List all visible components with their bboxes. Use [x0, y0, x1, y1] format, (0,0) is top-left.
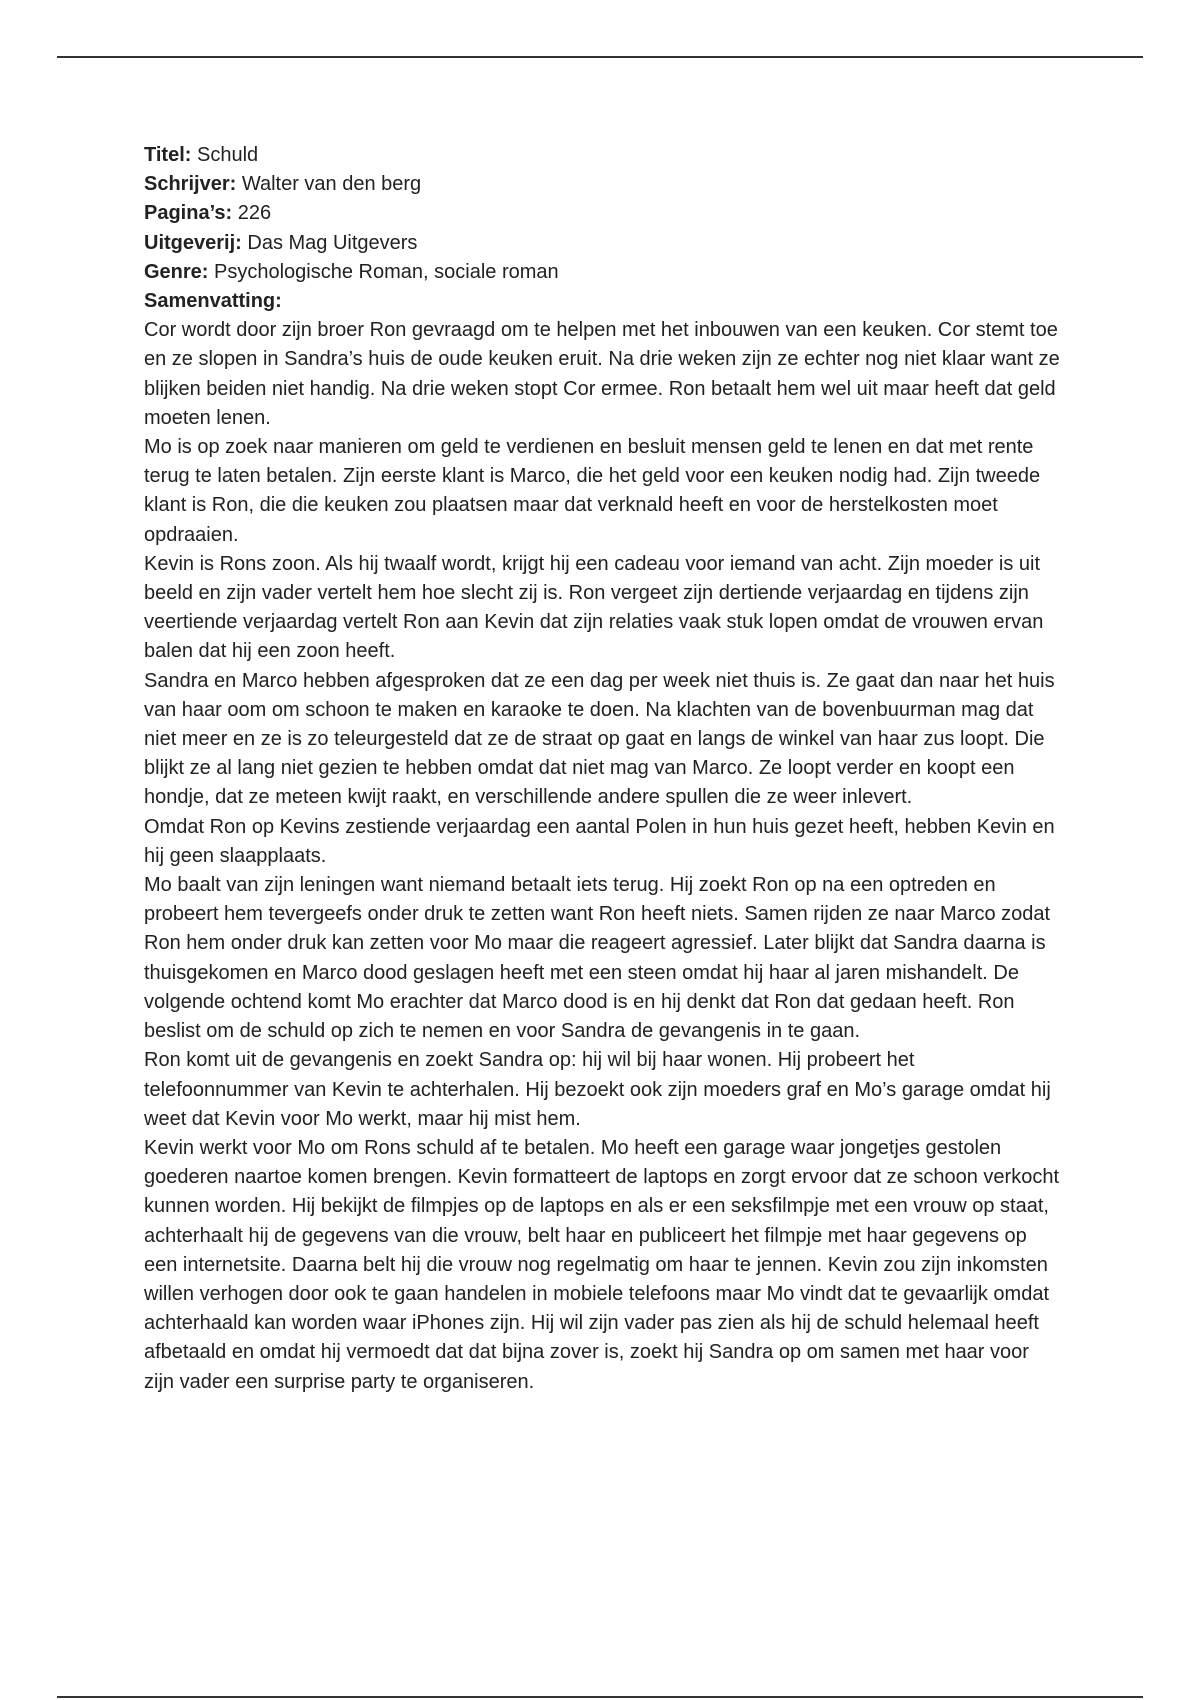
- summary-paragraph: Cor wordt door zijn broer Ron gevraagd om te helpen met het inbouwen van een keuken. Cor stemt toe en ze slopen in Sandra’s huis de oude keuken eruit. Na drie weken zijn ze echter nog niet klaar want ze blijken beiden niet handig. Na drie weken stopt Cor ermee. Ron betaalt hem wel uit maar heeft dat geld moeten lenen.: [144, 319, 1060, 429]
- meta-label: Schrijver:: [144, 173, 237, 196]
- meta-value: 226: [237, 202, 272, 225]
- summary-paragraph: Mo baalt van zijn leningen want niemand betaalt iets terug. Hij zoekt Ron op na een optreden en probeert hem tevergeefs onder druk te zetten want Ron heeft niets. Samen rijden ze naar Marco zodat Ron hem onder druk kan zetten voor Mo maar die reageert agressief. Later blijkt dat Sandra daarna is thuisgekomen en Marco dood geslagen heeft met een steen omdat hij haar al jaren mishandelt. De volgende ochtend komt Mo erachter dat Marco dood is en hij denkt dat Ron dat gedaan heeft. Ron beslist om de schuld op zich te nemen en voor Sandra de gevangenis in te gaan.: [144, 874, 1051, 1043]
- summary-text: [144, 316, 1064, 1397]
- meta-author: [144, 170, 1064, 199]
- summary-heading: Samenvatting:: [144, 290, 282, 313]
- meta-label: Genre:: [144, 260, 209, 283]
- meta-label: Titel:: [144, 144, 192, 166]
- meta-pages: [144, 199, 1064, 228]
- bottom-rule: [57, 1696, 1143, 1698]
- summary-paragraph: Kevin is Rons zoon. Als hij twaalf wordt, krijgt hij een cadeau voor iemand van acht. Zijn moeder is uit beeld en zijn vader vertelt hem hoe slecht zij is. Ron vergeet zijn dertiende verjaardag en tijdens zijn veertiende verjaardag vertelt Ron aan Kevin dat zijn relaties vaak stuk lopen omdat de vrouwen ervan balen dat hij een zoon heeft.: [144, 552, 1044, 663]
- summary-heading-row: [144, 287, 1064, 316]
- meta-publisher: [144, 229, 1064, 258]
- meta-label: Uitgeverij:: [144, 231, 242, 254]
- summary-paragraph: Sandra en Marco hebben afgesproken dat ze een dag per week niet thuis is. Ze gaat dan naar het huis van haar oom om schoon te maken en karaoke te doen. Na klachten van de bovenbuurman mag dat niet meer en ze is zo teleurgesteld dat ze de straat op gaat en langs de winkel van haar zus loopt. Die blijkt ze al lang niet gezien te hebben omdat dat niet mag van Marco. Ze loopt verder en koopt een hondje, dat ze meteen kwijt raakt, en verschillende andere spullen die ze weer inlevert.: [144, 669, 1055, 809]
- summary-paragraph: Omdat Ron op Kevins zestiende verjaardag een aantal Polen in hun huis gezet heeft, hebben Kevin en hij geen slaapplaats.: [144, 815, 1055, 867]
- top-rule: [57, 56, 1143, 58]
- meta-genre: [144, 258, 1064, 287]
- document-body: [144, 141, 1064, 1397]
- meta-value: Psychologische Roman, sociale roman: [214, 260, 559, 283]
- summary-paragraph: Kevin werkt voor Mo om Rons schuld af te betalen. Mo heeft een garage waar jongetjes gestolen goederen naartoe komen brengen. Kevin formatteert de laptops en zorgt ervoor dat ze schoon verkocht kunnen worden. Hij bekijkt de filmpjes op de laptops en als er een seksfilmpje met een vrouw op staat, achterhaalt hij de gegevens van die vrouw, belt haar en publiceert het filmpje met haar gegevens op een internetsite. Daarna belt hij die vrouw nog regelmatig om haar te jennen. Kevin zou zijn inkomsten willen verhogen door ook te gaan handelen in mobiele telefoons maar Mo vindt dat te gevaarlijk omdat achterhaald kan worden waar iPhones zijn. Hij wil zijn vader pas zien als hij de schuld helemaal heeft afbetaald en omdat hij vermoedt dat dat bijna zover is, zoekt hij Sandra op om samen met haar voor zijn vader een surprise party te organiseren.: [144, 1136, 1059, 1393]
- meta-title: [144, 141, 1064, 170]
- meta-value: Das Mag Uitgevers: [247, 231, 418, 254]
- meta-value: Schuld: [196, 144, 259, 166]
- meta-label: Pagina’s:: [144, 202, 233, 225]
- summary-paragraph: Ron komt uit de gevangenis en zoekt Sandra op: hij wil bij haar wonen. Hij probeert het telefoonnummer van Kevin te achterhalen. Hij bezoekt ook zijn moeders graf en Mo’s garage omdat hij weet dat Kevin voor Mo werkt, maar hij mist hem.: [144, 1049, 1051, 1130]
- summary-paragraph: Mo is op zoek naar manieren om geld te verdienen en besluit mensen geld te lenen en dat met rente terug te laten betalen. Zijn eerste klant is Marco, die het geld voor een keuken nodig had. Zijn tweede klant is Ron, die die keuken zou plaatsen maar dat verknald heeft en voor de herstelkosten moet opdraaien.: [144, 436, 1041, 546]
- book-metadata: [144, 141, 1064, 316]
- meta-value: Walter van den berg: [241, 173, 422, 196]
